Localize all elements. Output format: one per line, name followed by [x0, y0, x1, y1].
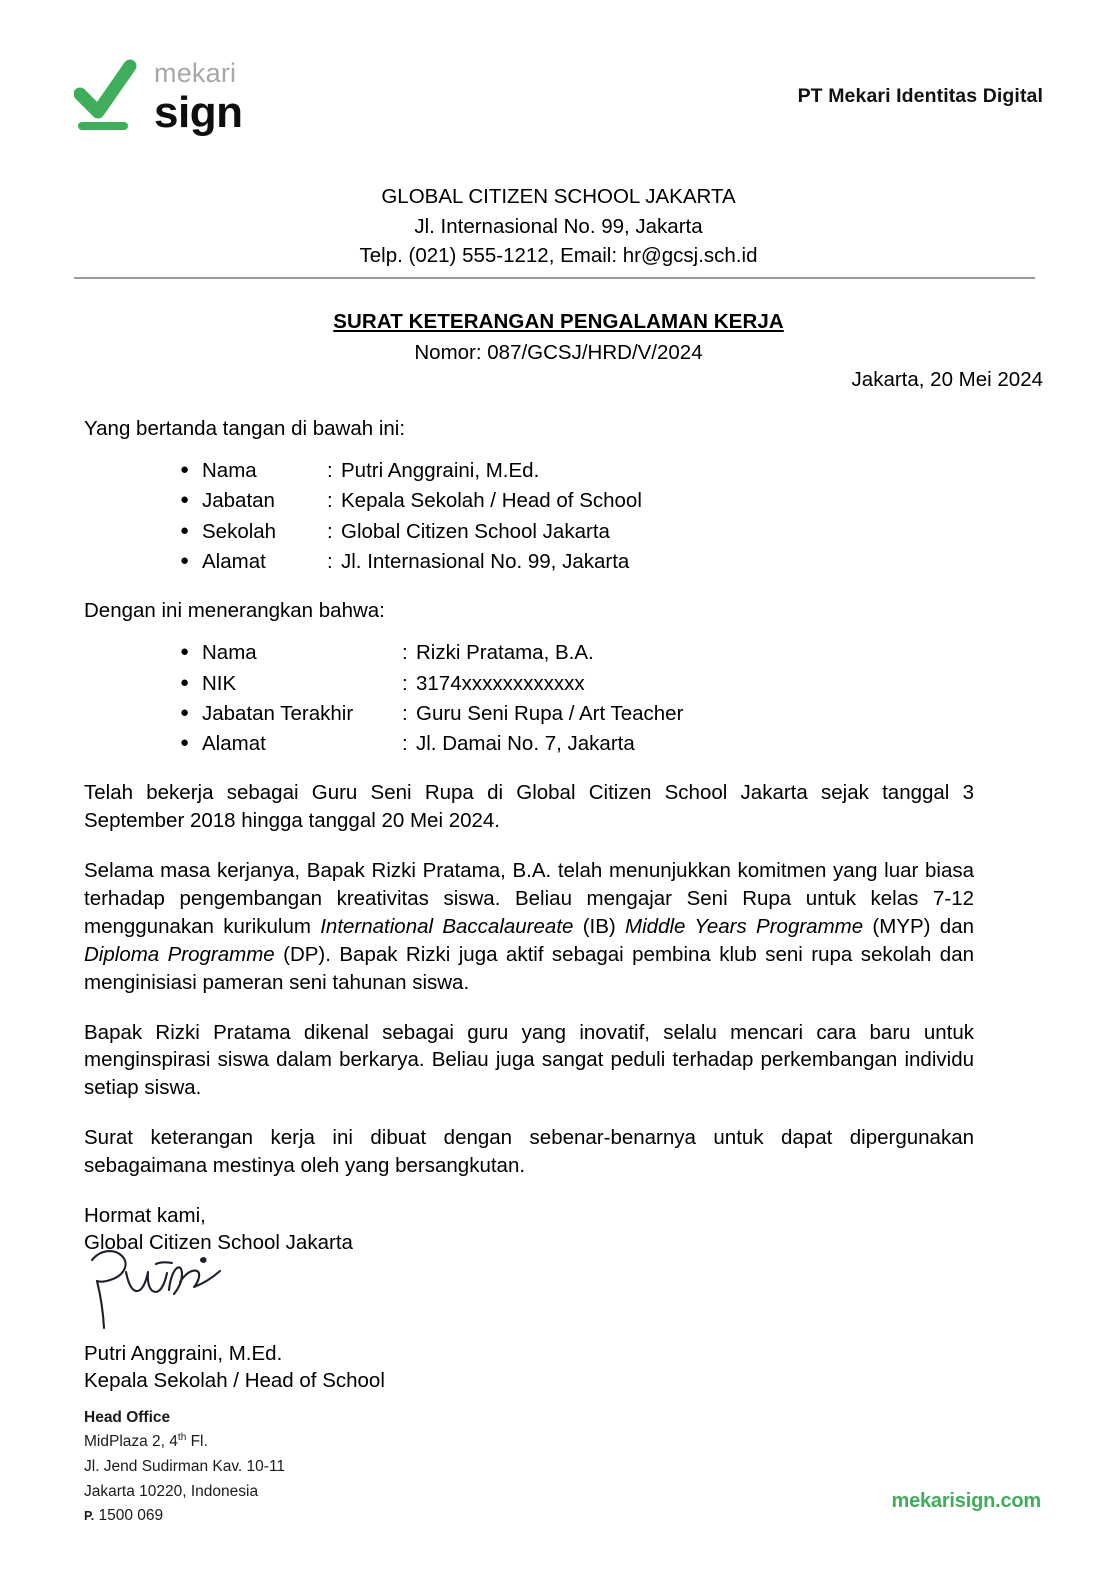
info-value: Jl. Internasional No. 99, Jakarta [341, 549, 630, 573]
bullet-icon [180, 553, 202, 568]
paragraph-italic-segment: Diploma Programme [84, 942, 275, 966]
brand-header [74, 46, 1043, 146]
list-item [180, 488, 974, 514]
paragraph-text-segment: (MYP) dan [863, 914, 974, 938]
info-label: Jabatan [202, 489, 275, 513]
paragraph-character: Bapak Rizki Pratama dikenal sebagai guru yang inovatif, selalu mencari cara baru untuk menginspirasi siswa dalam berkarya. Beliau juga sangat peduli terhadap perkembangan individu setiap siswa. [84, 1020, 974, 1100]
footer-phone-label: P. [84, 1509, 95, 1524]
school-letterhead [74, 182, 1043, 271]
list-item [180, 549, 974, 575]
bullet-icon [180, 675, 202, 690]
footer-website[interactable]: mekarisign.com [891, 1490, 1041, 1512]
bullet-icon [180, 644, 202, 659]
info-separator: : [402, 732, 408, 756]
logo-word-sign: sign [154, 87, 243, 137]
footer-address-line-2: Jl. Jend Sudirman Kav. 10-11 [84, 1458, 286, 1476]
info-value: Rizki Pratama, B.A. [416, 641, 594, 665]
logo-wordmark [154, 57, 243, 137]
intro-signer-line: Yang bertanda tangan di bawah ini: [84, 417, 406, 440]
footer-office-label: Head Office [84, 1409, 171, 1426]
list-item [180, 671, 974, 697]
place-and-date: Jakarta, 20 Mei 2024 [851, 368, 1043, 391]
paragraph-purpose: Surat keterangan kerja ini dibuat dengan sebenar-benarnya untuk dapat dipergunakan sebagaimana mestinya oleh yang bersangkutan. [84, 1126, 974, 1177]
list-item [180, 701, 974, 727]
list-item [180, 458, 974, 484]
school-name: GLOBAL CITIZEN SCHOOL JAKARTA [381, 185, 736, 208]
footer-address-line-1-text: MidPlaza 2, 4 [84, 1433, 178, 1451]
info-label: NIK [202, 671, 237, 695]
school-address: Jl. Internasional No. 99, Jakarta [414, 214, 703, 238]
signer-info-list [84, 458, 974, 575]
letter-body [84, 415, 974, 1256]
document-number: Nomor: 087/GCSJ/HRD/V/2024 [414, 341, 703, 364]
paragraph-employment-period: Telah bekerja sebagai Guru Seni Rupa di Global Citizen School Jakarta sejak tanggal 3 September 2018 hingga tanggal 20 Mei 2024. [84, 781, 974, 833]
paragraph-text-segment: (DP). Bapak Rizki juga aktif sebagai pembina klub seni rupa sekolah dan menginisiasi pameran seni tahunan siswa. [84, 942, 974, 994]
info-separator: : [327, 519, 333, 543]
document-title: SURAT KETERANGAN PENGALAMAN KERJA [333, 310, 784, 333]
list-item [180, 519, 974, 545]
info-label: Nama [202, 641, 257, 665]
school-contact: Telp. (021) 555-1212, Email: hr@gcsj.sch.id [359, 244, 758, 268]
footer-address-block [84, 1406, 285, 1529]
info-value: Jl. Damai No. 7, Jakarta [416, 732, 635, 756]
footer-address-line-1 [84, 1430, 285, 1455]
info-separator: : [402, 701, 408, 725]
info-label: Jabatan Terakhir [202, 701, 354, 725]
closing-salutation: Hormat kami, [84, 1203, 206, 1227]
intro-subject-line: Dengan ini menerangkan bahwa: [84, 599, 385, 623]
title-block [74, 310, 1043, 365]
info-separator: : [327, 459, 333, 483]
signer-title: Kepala Sekolah / Head of School [84, 1369, 385, 1393]
paragraph-performance [84, 857, 974, 996]
company-name: PT Mekari Identitas Digital [797, 84, 1043, 107]
subject-info-list [84, 640, 974, 757]
info-separator: : [327, 549, 333, 573]
mekari-sign-logo [74, 56, 242, 136]
paragraph-text-segment: Selama masa kerjanya, Bapak Rizki Pratama, B.A. telah menunjukkan komitmen yang luar biasa terhadap pengembangan kreativitas siswa. Beliau mengajar Seni Rupa untuk kelas 7-12 menggunakan kurikulum [84, 859, 974, 938]
footer-address-ordinal: th [177, 1432, 187, 1444]
signer-block [84, 1340, 385, 1395]
paragraph-italic-segment: Middle Years Programme [625, 914, 864, 938]
footer-address-line-1-suffix: Fl. [186, 1433, 208, 1451]
info-label: Alamat [202, 549, 266, 573]
closing-organization: Global Citizen School Jakarta [84, 1231, 353, 1255]
info-value: Kepala Sekolah / Head of School [341, 489, 642, 513]
info-separator: : [402, 671, 408, 695]
info-value: 3174xxxxxxxxxxxx [416, 671, 585, 695]
info-label: Alamat [202, 732, 266, 756]
green-check-logo-icon [74, 56, 138, 136]
info-separator: : [327, 489, 333, 513]
info-label: Sekolah [202, 519, 277, 543]
signer-name: Putri Anggraini, M.Ed. [84, 1342, 283, 1365]
footer-phone [84, 1504, 285, 1528]
paragraph-text-segment: (IB) [573, 914, 626, 938]
info-value: Global Citizen School Jakarta [341, 519, 610, 543]
logo-word-mekari: mekari [154, 57, 237, 88]
footer-phone-number: 1500 069 [98, 1507, 164, 1525]
footer-address-line-3: Jakarta 10220, Indonesia [84, 1482, 259, 1500]
info-value: Guru Seni Rupa / Art Teacher [416, 701, 684, 725]
bullet-icon [180, 705, 202, 720]
info-label: Nama [202, 459, 257, 483]
info-value: Putri Anggraini, M.Ed. [341, 459, 540, 483]
header-divider [74, 277, 1035, 279]
bullet-icon [180, 523, 202, 538]
list-item [180, 640, 974, 666]
list-item [180, 731, 974, 757]
handwritten-signature [84, 1238, 504, 1333]
bullet-icon [180, 735, 202, 750]
paragraph-italic-segment: International Baccalaureate [320, 914, 574, 938]
info-separator: : [402, 641, 408, 665]
bullet-icon [180, 462, 202, 477]
bullet-icon [180, 492, 202, 507]
